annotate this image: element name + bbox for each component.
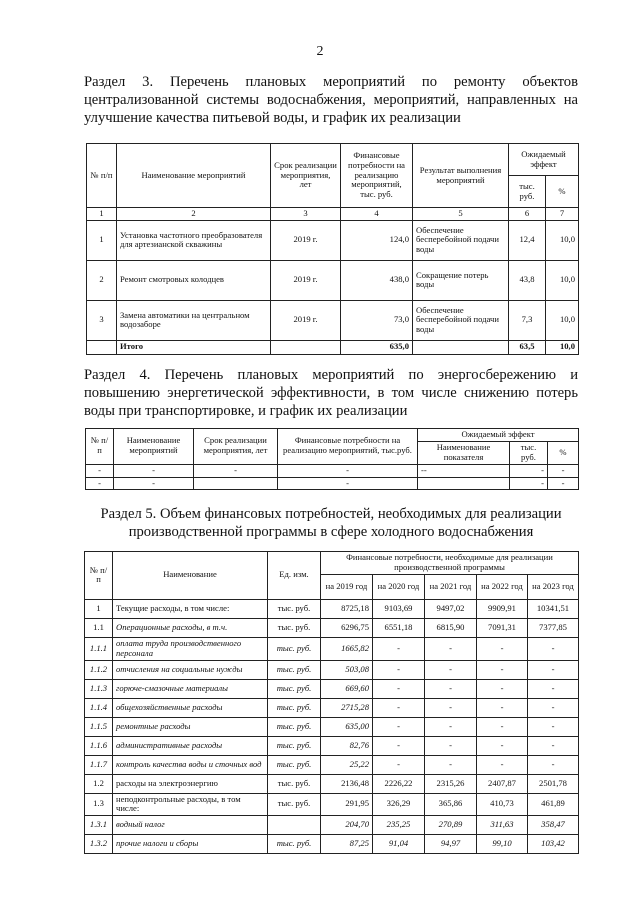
row-finance: 438,0 [341,260,413,300]
section4-title: Раздел 4. Перечень плановых мероприятий по энергосбережению и повышению энергетической эффективности, в том числе снижению потерь воды при транспортировке, и график их реализации [84,367,578,419]
row-value: 6551,18 [373,618,425,637]
table-row [85,679,579,698]
row-value: 291,95 [321,793,373,816]
row-name: отчисления на социальные нужды [113,660,268,679]
row-value: 25,22 [321,755,373,774]
page-number: 2 [316,44,324,59]
row-value: 461,89 [528,793,579,816]
row-value: 1665,82 [321,637,373,660]
row-value: 270,89 [425,816,477,835]
row-num: 1.1.5 [85,717,113,736]
header-finance: Финансовые потребности на реализацию мероприятий, тыс. руб. [341,144,413,208]
header-effect-rub: тыс. руб. [509,176,546,208]
table-row [85,637,579,660]
row-value: 410,73 [477,793,528,816]
row-value: - [477,660,528,679]
row-term: 2019 г. [271,260,341,300]
row-num: 1.1.2 [85,660,113,679]
row-pct: 10,0 [546,220,579,260]
row-value: 2715,28 [321,698,373,717]
row-num: 3 [87,300,117,340]
row-value: - [528,736,579,755]
row-unit: тыс. руб. [268,835,321,854]
row-value: - [477,698,528,717]
colnum: 1 [87,208,117,221]
table-row [85,660,579,679]
row-value: 87,25 [321,835,373,854]
row-name: водный налог [113,816,268,835]
table-row [85,774,579,793]
row-value: 7091,31 [477,618,528,637]
table-row [87,220,579,260]
row-name: прочие налоги и сборы [113,835,268,854]
row-value: - [373,660,425,679]
row-value: - [477,679,528,698]
section3-title: Раздел 3. Перечень плановых мероприятий по ремонту объектов централизованной системы водоснабжения, мероприятий, направленных на улучшение качества питьевой воды, и график их реализации [84,74,578,126]
header-unit: Ед. изм. [268,552,321,600]
row-name: - [114,464,194,477]
row-value: - [425,736,477,755]
row-num: - [86,477,114,490]
row-rub: 12,4 [509,220,546,260]
table-row [85,816,579,835]
row-num: 1 [87,220,117,260]
row-value: 9909,91 [477,599,528,618]
row-value: 311,63 [477,816,528,835]
row-unit: тыс. руб. [268,698,321,717]
table-row [85,793,579,816]
row-rub: 43,8 [509,260,546,300]
row-unit: тыс. руб. [268,774,321,793]
table-row [85,717,579,736]
row-finance: - [278,464,418,477]
row-value: - [425,717,477,736]
colnum: 6 [509,208,546,221]
row-value: - [528,660,579,679]
row-value: 2501,78 [528,774,579,793]
colnum: 3 [271,208,341,221]
colnum: 4 [341,208,413,221]
row-pct: - [548,477,579,490]
total-pct: 10,0 [546,340,579,354]
row-value: - [477,717,528,736]
header-year: на 2022 год [477,574,528,599]
header-pct: % [548,441,579,464]
table-row [85,618,579,637]
row-value: 2226,22 [373,774,425,793]
row-term [194,477,278,490]
row-num: 1.2 [85,774,113,793]
row-num: 1.1.1 [85,637,113,660]
row-value: 103,42 [528,835,579,854]
row-value: - [373,698,425,717]
row-value: - [373,736,425,755]
row-unit: тыс. руб. [268,755,321,774]
row-indicator: -- [418,464,510,477]
row-unit: тыс. руб. [268,637,321,660]
row-unit: тыс. руб. [268,736,321,755]
row-value: 326,29 [373,793,425,816]
row-value: 8725,18 [321,599,373,618]
row-term: 2019 г. [271,300,341,340]
header-finance: Финансовые потребности на реализацию мероприятий, тыс.руб. [278,429,418,465]
row-value: 99,10 [477,835,528,854]
row-rub: 7,3 [509,300,546,340]
row-value: - [373,717,425,736]
row-name: оплата труда производственного персонала [113,637,268,660]
row-unit: тыс. руб. [268,679,321,698]
section5-table [84,551,579,854]
row-unit: тыс. руб. [268,717,321,736]
header-num: № п/п [85,552,113,600]
row-num: 1.1.4 [85,698,113,717]
row-pct: - [548,464,579,477]
row-finance: 73,0 [341,300,413,340]
row-value: - [425,637,477,660]
row-value: 6296,75 [321,618,373,637]
header-year: на 2019 год [321,574,373,599]
row-name: неподконтрольные расходы, в том числе: [113,793,268,816]
row-value: - [373,679,425,698]
row-value: - [373,755,425,774]
row-value: 82,76 [321,736,373,755]
row-name: ремонтные расходы [113,717,268,736]
header-finance: Финансовые потребности, необходимые для реализации производственной программы [321,552,579,575]
row-name: - [114,477,194,490]
row-value: 91,04 [373,835,425,854]
row-result: Сокращение потерь воды [413,260,509,300]
row-name: расходы на электроэнергию [113,774,268,793]
row-unit: тыс. руб. [268,599,321,618]
row-name: контроль качества воды и сточных вод [113,755,268,774]
table-row [85,736,579,755]
row-num: 2 [87,260,117,300]
header-effect: Ожидаемый эффект [509,144,579,176]
total-finance: 635,0 [341,340,413,354]
header-year: на 2020 год [373,574,425,599]
row-num: 1.1.3 [85,679,113,698]
total-rub: 63,5 [509,340,546,354]
row-value: - [528,755,579,774]
row-term: - [194,464,278,477]
section5-title: Раздел 5. Объем финансовых потребностей, необходимых для реализации производственной программы в сфере холодного водоснабжения [100,506,562,540]
row-num: 1.1.7 [85,755,113,774]
row-value: - [528,698,579,717]
header-effect-pct: % [546,176,579,208]
header-year: на 2023 год [528,574,579,599]
row-unit: тыс. руб. [268,660,321,679]
row-unit: тыс. руб. [268,793,321,816]
header-rub: тыс. руб. [510,441,548,464]
colnum: 5 [413,208,509,221]
row-name: горюче-смазочные материалы [113,679,268,698]
total-label: Итого [117,340,271,354]
row-value: - [425,698,477,717]
row-value: 365,86 [425,793,477,816]
row-term: 2019 г. [271,220,341,260]
table-row [85,698,579,717]
row-value: 10341,51 [528,599,579,618]
total-row [87,340,579,354]
row-finance: - [278,477,418,490]
row-value: 2136,48 [321,774,373,793]
table-row [86,477,579,490]
row-value: 6815,90 [425,618,477,637]
row-value: - [477,736,528,755]
row-num: 1.1.6 [85,736,113,755]
table-row [85,835,579,854]
header-result: Результат выполнения мероприятий [413,144,509,208]
row-value: 669,60 [321,679,373,698]
row-value: 2407,87 [477,774,528,793]
row-unit: тыс. руб. [268,618,321,637]
section3-table [86,143,579,355]
row-value: 9497,02 [425,599,477,618]
row-name: общехозяйственные расходы [113,698,268,717]
row-name: Установка частотного преобразователя для артезианской скважины [117,220,271,260]
table-row [87,260,579,300]
row-unit [268,816,321,835]
header-term: Срок реализации мероприятия, лет [271,144,341,208]
row-value: 7377,85 [528,618,579,637]
row-name: административные расходы [113,736,268,755]
table-row [85,755,579,774]
header-term: Срок реализации мероприятия, лет [194,429,278,465]
row-value: 9103,69 [373,599,425,618]
table-row [87,300,579,340]
header-indicator: Наименование показателя [418,441,510,464]
row-name: Замена автоматики на центральном водозаборе [117,300,271,340]
row-result: Обеспечение бесперебойной подачи воды [413,220,509,260]
header-name: Наименование мероприятий [114,429,194,465]
row-value: - [425,660,477,679]
row-value: 235,25 [373,816,425,835]
row-result: Обеспечение бесперебойной подачи воды [413,300,509,340]
colnum: 2 [117,208,271,221]
row-num: 1.3 [85,793,113,816]
row-value: 94,97 [425,835,477,854]
row-num: 1.3.1 [85,816,113,835]
table-row [86,464,579,477]
row-value: - [373,637,425,660]
row-value: - [477,755,528,774]
row-value: 503,08 [321,660,373,679]
row-indicator [418,477,510,490]
header-num: № п/п [87,144,117,208]
row-value: - [477,637,528,660]
row-value: - [528,679,579,698]
row-value: 204,70 [321,816,373,835]
row-num: - [86,464,114,477]
colnum: 7 [546,208,579,221]
row-num: 1.1 [85,618,113,637]
row-finance: 124,0 [341,220,413,260]
section4-table [85,428,579,490]
row-value: 635,00 [321,717,373,736]
row-value: - [528,637,579,660]
row-num: 1 [85,599,113,618]
row-value: 2315,26 [425,774,477,793]
row-name: Операционные расходы, в т.ч. [113,618,268,637]
header-name: Наименование [113,552,268,600]
header-effect: Ожидаемый эффект [418,429,579,442]
row-value: - [425,679,477,698]
row-name: Текущие расходы, в том числе: [113,599,268,618]
row-value: 358,47 [528,816,579,835]
header-num: № п/п [86,429,114,465]
row-value: - [528,717,579,736]
row-rub: - [510,477,548,490]
row-rub: - [510,464,548,477]
row-name: Ремонт смотровых колодцев [117,260,271,300]
row-pct: 10,0 [546,300,579,340]
table-row [85,599,579,618]
row-value: - [425,755,477,774]
row-pct: 10,0 [546,260,579,300]
header-year: на 2021 год [425,574,477,599]
header-name: Наименование мероприятий [117,144,271,208]
row-num: 1.3.2 [85,835,113,854]
